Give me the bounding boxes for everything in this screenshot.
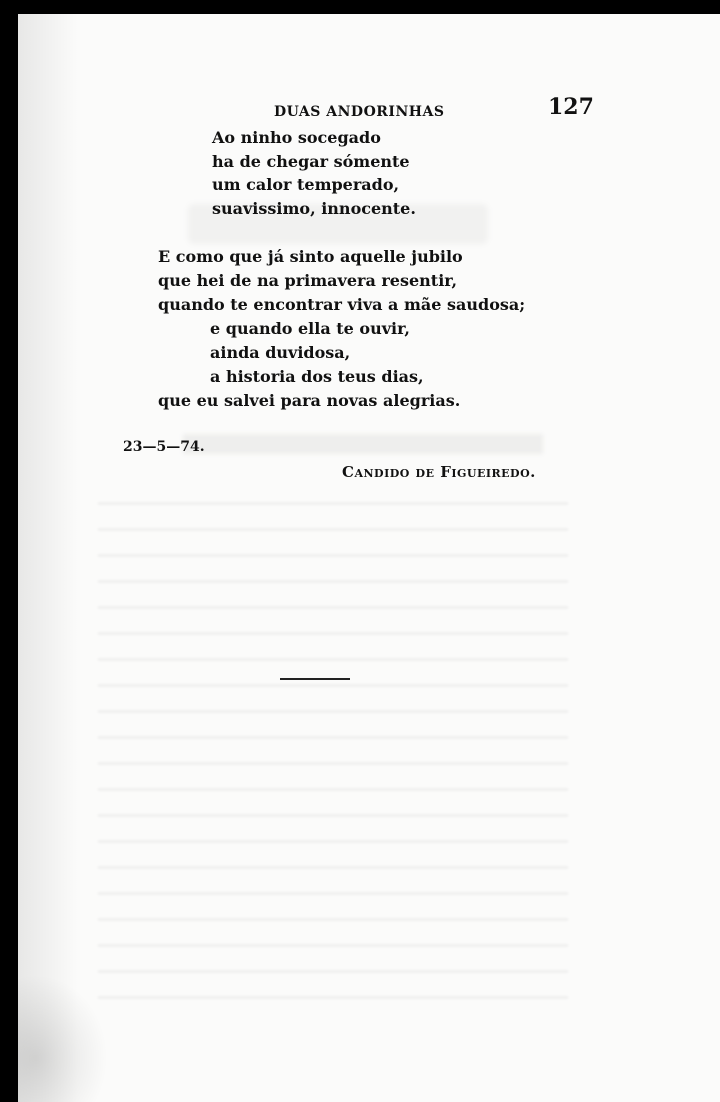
section-rule [280,678,350,680]
verse-line: E como que já sinto aquelle jubilo [158,247,463,266]
show-through-text [98,484,568,1004]
verse-line: ainda duvidosa, [210,343,351,362]
verse-line: que eu salvei para novas alegrias. [158,391,461,410]
paper-sheet [18,14,720,1102]
verse-line: e quando ella te ouvir, [210,319,410,338]
verse-line: um calor temperado, [212,175,400,194]
verse-line: a historia dos teus dias, [210,367,424,386]
poem-date: 23—5—74. [123,439,205,455]
verse-line: Ao ninho socegado [212,128,381,147]
verse-line: suavissimo, innocente. [212,199,416,218]
page-number: 127 [548,94,594,120]
verse-line: quando te encontrar viva a mãe saudosa; [158,295,526,314]
verse-line: ha de chegar sómente [212,152,410,171]
show-through-subheading [183,434,543,454]
author-signature: Candido de Figueiredo. [342,463,536,481]
corner-smudge [18,974,108,1102]
binding-shadow [18,14,78,1102]
verse-line: que hei de na primavera resentir, [158,271,458,290]
running-title: DUAS ANDORINHAS [274,104,445,120]
